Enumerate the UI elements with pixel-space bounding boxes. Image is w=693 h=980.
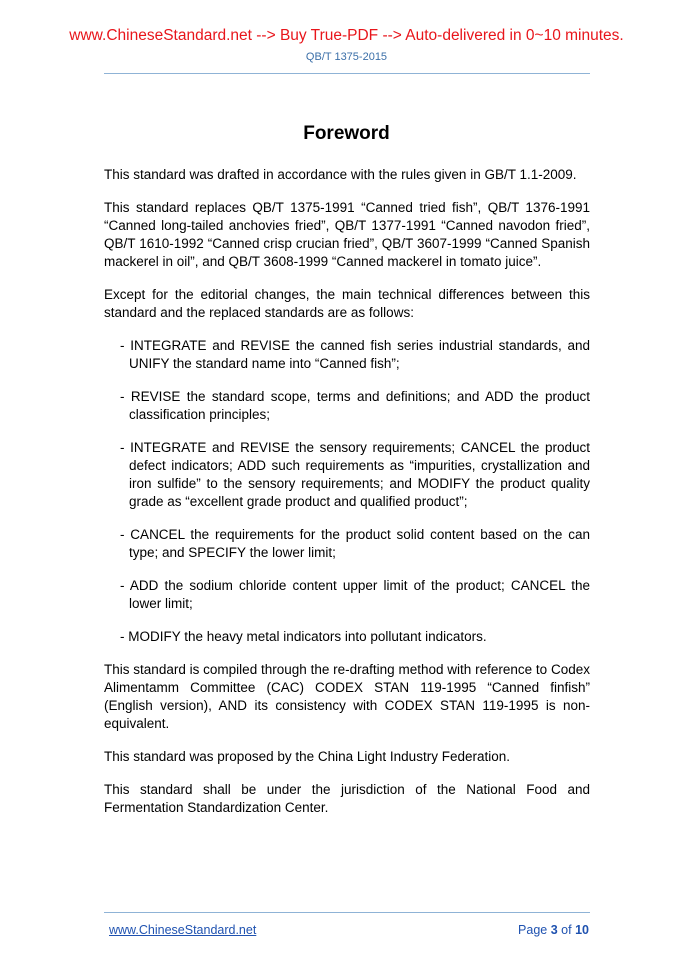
list-item: - CANCEL the requirements for the product solid content based on the can type; and SPECIFY the lower limit; bbox=[120, 527, 590, 561]
page-of: of bbox=[561, 923, 572, 937]
page-label: Page bbox=[518, 923, 548, 937]
document-id: QB/T 1375-2015 bbox=[305, 51, 388, 63]
list-item: - MODIFY the heavy metal indicators into pollutant indicators. bbox=[120, 628, 487, 644]
changes-list bbox=[104, 337, 590, 646]
paragraph: Except for the editorial changes, the main technical differences between this standard and the replaced standards are as follows: bbox=[104, 287, 590, 321]
paragraph: This standard was drafted in accordance with the rules given in GB/T 1.1-2009. bbox=[104, 167, 577, 182]
header-divider bbox=[104, 73, 590, 74]
footer-website-link[interactable]: www.ChineseStandard.net bbox=[109, 923, 257, 937]
footer-divider bbox=[104, 912, 590, 913]
list-item: - INTEGRATE and REVISE the sensory requirements; CANCEL the product defect indicators; ADD such requirements as “impurities, crystallization and iron sulfide” to the sensory requirements; and MODIFY the product quality grade as “excellent grade product and qualified product”; bbox=[120, 439, 590, 510]
list-item: - INTEGRATE and REVISE the canned fish series industrial standards, and UNIFY the standard name into “Canned fish”; bbox=[120, 337, 590, 372]
list-item: - REVISE the standard scope, terms and definitions; and ADD the product classification principles; bbox=[120, 388, 590, 423]
paragraph: This standard replaces QB/T 1375-1991 “Canned tried fish”, QB/T 1376-1991 “Canned long-tailed anchovies fried”, QB/T 1377-1991 “Canned navodon fried”, QB/T 1610-1992 “Canned crisp crucian fried”, QB/T 3607-1999 “Canned Spanish mackerel in oil”, and QB/T 3608-1999 “Canned mackerel in tomato juice”. bbox=[104, 199, 590, 270]
page-indicator bbox=[518, 923, 589, 937]
paragraph: This standard is compiled through the re-drafting method with reference to Codex Alimentamm Committee (CAC) CODEX STAN 119-1995 “Canned finfish” (English version), AND its consistency with CODEX STAN 119-1995 is non-equivalent. bbox=[104, 661, 590, 732]
document-body bbox=[104, 166, 590, 831]
page-current: 3 bbox=[550, 923, 558, 937]
page-total: 10 bbox=[575, 923, 589, 937]
page-title: Foreword bbox=[303, 123, 390, 144]
paragraph: This standard shall be under the jurisdiction of the National Food and Fermentation Standardization Center. bbox=[104, 781, 590, 815]
list-item: - ADD the sodium chloride content upper limit of the product; CANCEL the lower limit; bbox=[120, 577, 590, 612]
paragraph: This standard was proposed by the China Light Industry Federation. bbox=[104, 748, 510, 764]
header-banner: www.ChineseStandard.net --> Buy True-PDF --> Auto-delivered in 0~10 minutes. bbox=[69, 27, 624, 44]
